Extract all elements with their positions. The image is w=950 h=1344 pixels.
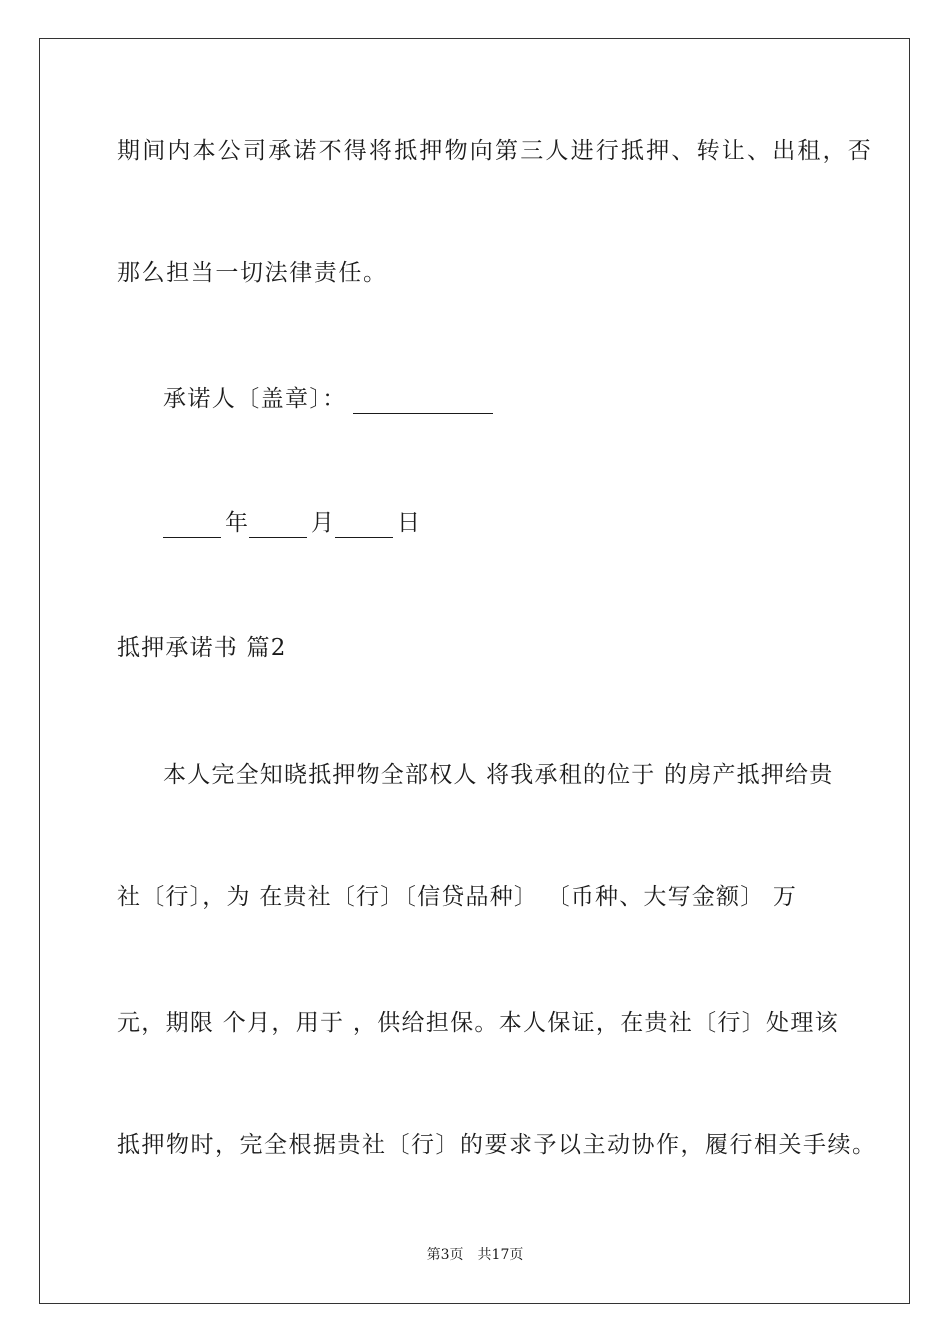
year-label: 年 — [225, 510, 249, 536]
body-line-1: 期间内本公司承诺不得将抵押物向第三人进行抵押、转让、出租，否 — [117, 138, 873, 164]
day-blank — [335, 513, 393, 538]
section-heading: 抵押承诺书 篇2 — [117, 635, 287, 661]
date-line — [163, 508, 421, 538]
body-line-4: 社〔行〕，为 在贵社〔行〕〔信贷品种〕 〔币种、大写金额〕 万 — [117, 884, 798, 910]
day-label: 日 — [397, 510, 421, 536]
total-pages: 共17页 — [477, 1247, 524, 1263]
page-number: 第3页 — [426, 1247, 464, 1263]
month-blank — [249, 513, 307, 538]
body-line-2: 那么担当一切法律责任。 — [117, 260, 388, 286]
body-line-3: 本人完全知晓抵押物全部权人 将我承租的位于 的房产抵押给贵 — [163, 762, 834, 788]
promisor-label: 承诺人〔盖章〕： — [163, 386, 347, 412]
body-line-5: 元，期限 个月，用于 ，供给担保。本人保证，在贵社〔行〕处理该 — [117, 1010, 839, 1036]
year-blank — [163, 513, 221, 538]
body-line-6: 抵押物时，完全根据贵社〔行〕的要求予以主动协作，履行相关手续。 — [117, 1132, 877, 1158]
month-label: 月 — [311, 510, 335, 536]
promisor-signature-line — [163, 384, 493, 414]
signature-blank — [353, 389, 493, 414]
page-border — [39, 38, 910, 1304]
page-footer — [0, 1246, 950, 1264]
